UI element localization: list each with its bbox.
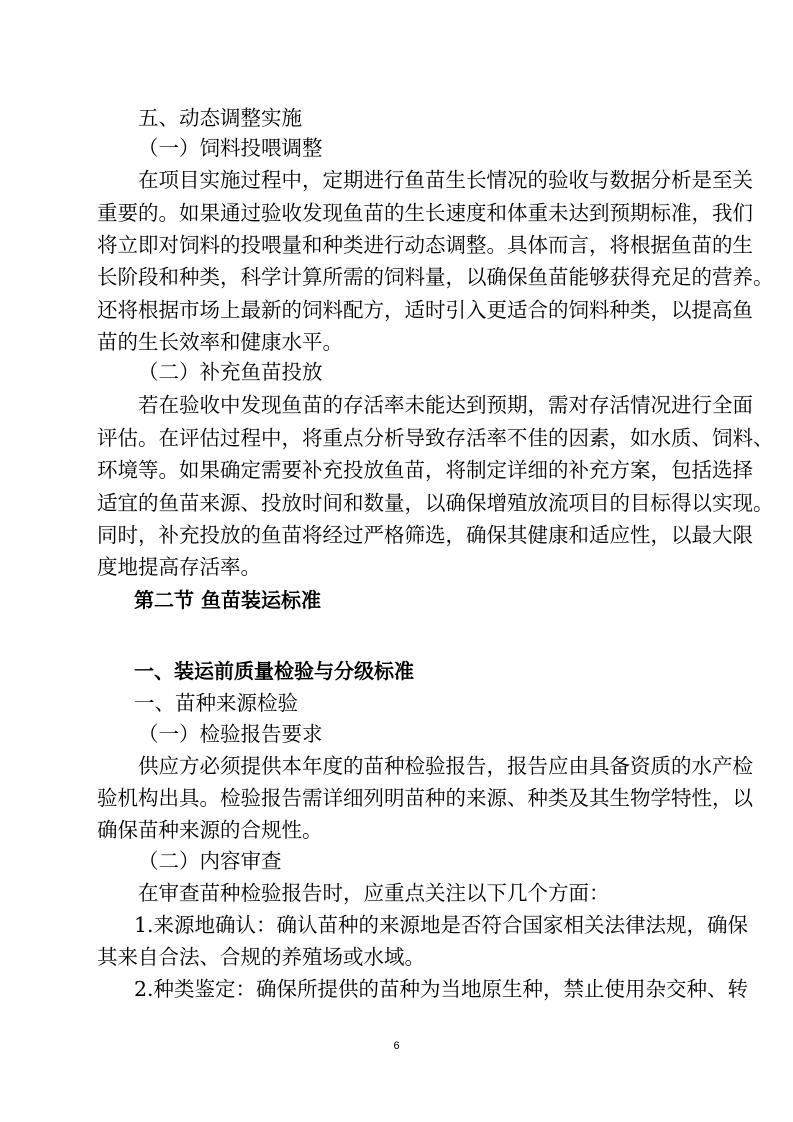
- paragraph-line: 若在验收中发现鱼苗的存活率未能达到预期，需对存活情况进行全面: [138, 393, 753, 417]
- paragraph-line: 度地提高存活率。: [97, 555, 261, 579]
- subsection-heading: （一）检验报告要求: [138, 722, 323, 746]
- page-number: 6: [393, 1040, 400, 1052]
- paragraph-line: 苗的生长效率和健康水平。: [97, 330, 343, 354]
- paragraph-line: 确保苗种来源的合规性。: [97, 818, 323, 842]
- subsection-heading: （一）饲料投喂调整: [138, 136, 323, 160]
- paragraph-line: 供应方必须提供本年度的苗种检验报告，报告应由具备资质的水产检: [138, 754, 753, 778]
- paragraph-line: 还将根据市场上最新的饲料配方，适时引入更适合的饲料种类，以提高鱼: [97, 298, 753, 322]
- chapter-section-title: 第二节 鱼苗装运标准: [134, 588, 321, 612]
- list-item: 1.来源地确认：确认苗种的来源地是否符合国家相关法律法规，确保: [134, 913, 749, 937]
- paragraph-line: 将立即对饲料的投喂量和种类进行动态调整。具体而言，将根据鱼苗的生: [97, 233, 753, 257]
- paragraph-line: 在项目实施过程中，定期进行鱼苗生长情况的验收与数据分析是至关: [138, 168, 753, 192]
- paragraph-line: 重要的。如果通过验收发现鱼苗的生长速度和体重未达到预期标准，我们: [97, 201, 753, 225]
- paragraph-line: 环境等。如果确定需要补充投放鱼苗，将制定详细的补充方案，包括选择: [97, 458, 753, 482]
- paragraph-line: 同时，补充投放的鱼苗将经过严格筛选，确保其健康和适应性，以最大限: [97, 523, 753, 547]
- paragraph-line: 其来自合法、合规的养殖场或水域。: [97, 945, 425, 969]
- list-item: 2.种类鉴定：确保所提供的苗种为当地原生种，禁止使用杂交种、转: [134, 977, 749, 1001]
- paragraph-line: 长阶段和种类，科学计算所需的饲料量，以确保鱼苗能够获得充足的营养。: [97, 265, 774, 289]
- paragraph-line: 验机构出具。检验报告需详细列明苗种的来源、种类及其生物学特性，以: [97, 786, 753, 810]
- subsection-heading: （二）内容审查: [138, 849, 282, 873]
- paragraph-line: 适宜的鱼苗来源、投放时间和数量，以确保增殖放流项目的目标得以实现。: [97, 491, 774, 515]
- paragraph-line: 评估。在评估过程中，将重点分析导致存活率不佳的因素，如水质、饲料、: [97, 426, 774, 450]
- section-heading-bold: 一、装运前质量检验与分级标准: [134, 659, 414, 683]
- subsection-heading: （二）补充鱼苗投放: [138, 360, 323, 384]
- paragraph-line: 在审查苗种检验报告时，应重点关注以下几个方面：: [138, 881, 610, 905]
- section-heading: 一、苗种来源检验: [134, 691, 298, 715]
- section-heading: 五、动态调整实施: [138, 106, 302, 130]
